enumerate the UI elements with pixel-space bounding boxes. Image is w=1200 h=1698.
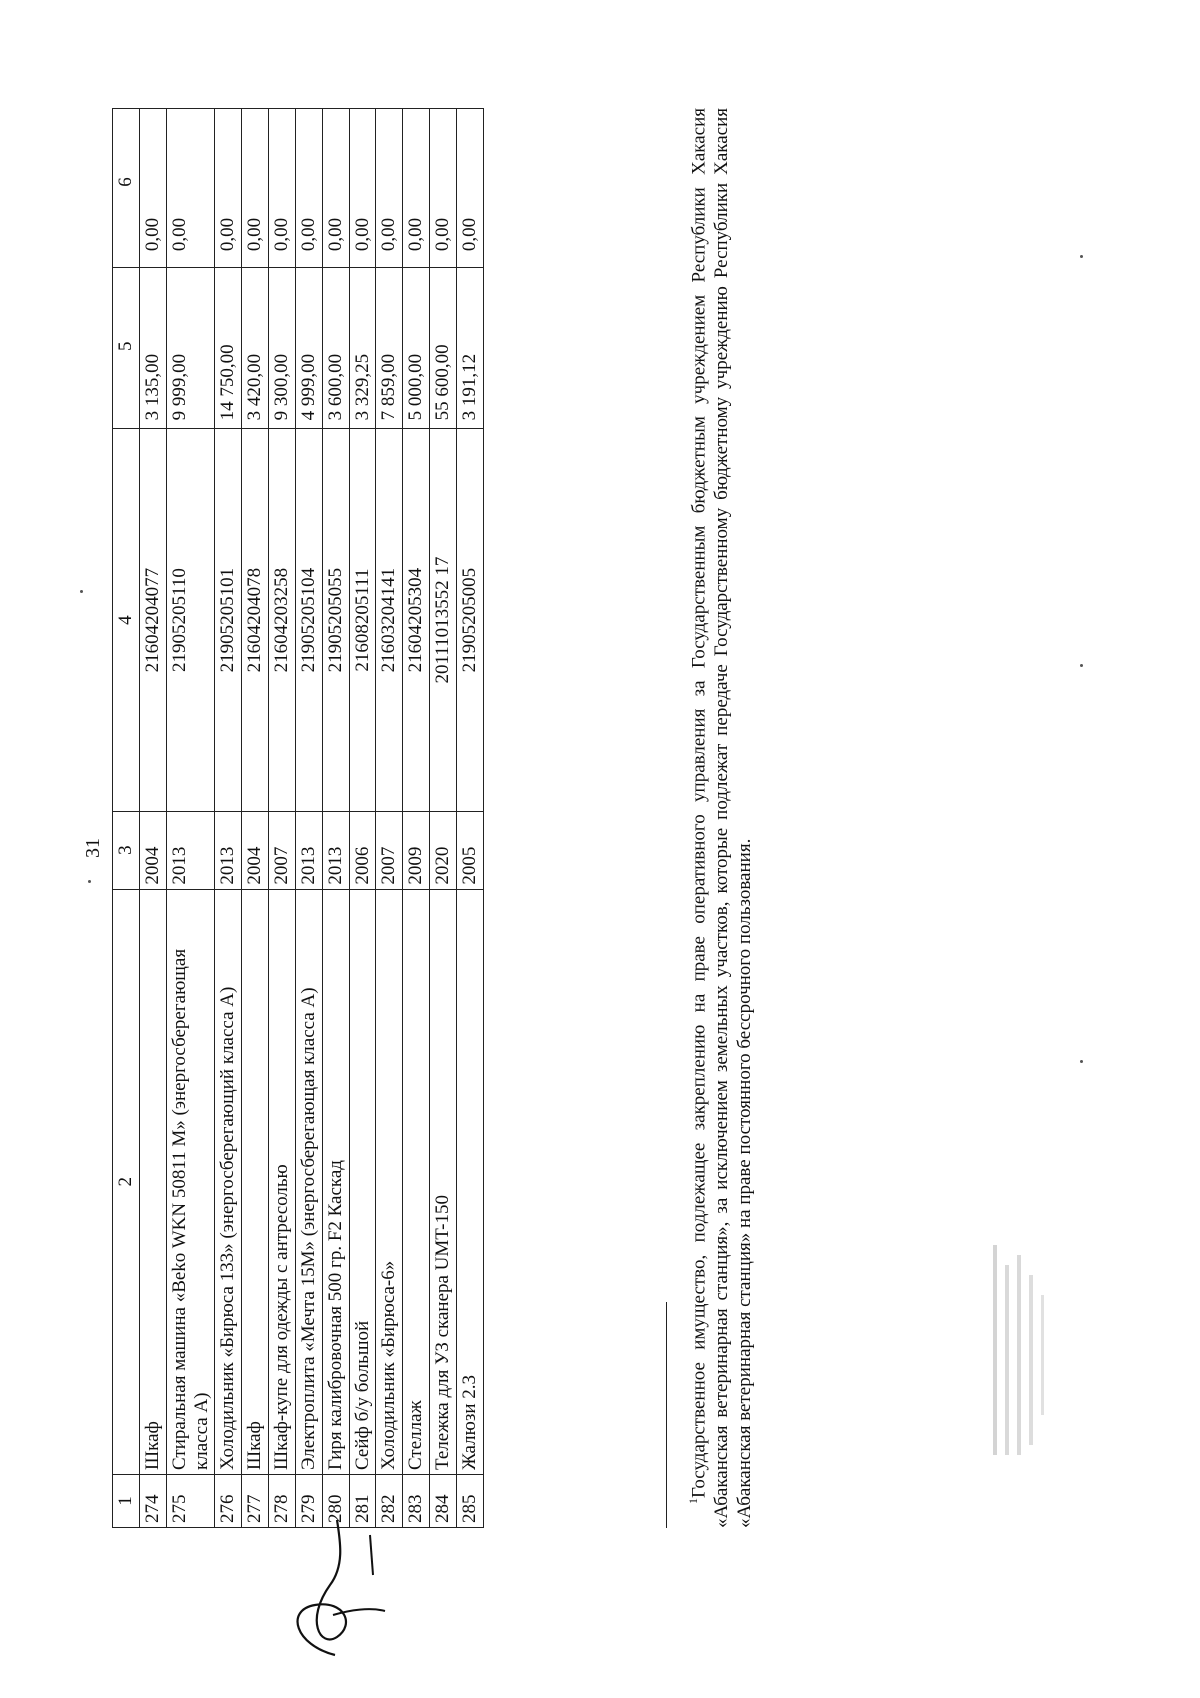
table-header-row	[113, 109, 140, 1528]
stamp	[985, 1235, 1055, 1475]
residual-value: 0,00	[349, 109, 376, 268]
item-name: Холодильник «Бирюса-6»	[376, 889, 403, 1474]
footnote	[682, 108, 756, 1528]
item-value: 3 135,00	[139, 268, 166, 429]
item-value: 3 600,00	[322, 268, 349, 429]
table-row	[139, 109, 166, 1528]
item-name: Гиря калибровочная 500 гр. F2 Каскад	[322, 889, 349, 1474]
item-value: 3 191,12	[456, 268, 483, 429]
item-value: 3 420,00	[242, 268, 269, 429]
item-name: Сейф б/у большой	[349, 889, 376, 1474]
item-name: Холодильник «Бирюса 133» (энергосберегающий класса А)	[215, 889, 242, 1474]
item-name: Электроплита «Мечта 15М» (энергосберегающая класса А)	[295, 889, 322, 1474]
item-year: 2013	[322, 811, 349, 889]
scan-speck	[88, 880, 91, 883]
item-name: Шкаф-купе для одежды с антресолью	[269, 889, 296, 1474]
item-year: 2007	[376, 811, 403, 889]
inventory-code: 21604205304	[403, 429, 430, 811]
table-row	[403, 109, 430, 1528]
item-value: 55 600,00	[430, 268, 457, 429]
item-year: 2004	[139, 811, 166, 889]
item-year: 2004	[242, 811, 269, 889]
row-number: 285	[456, 1475, 483, 1528]
residual-value: 0,00	[295, 109, 322, 268]
residual-value: 0,00	[215, 109, 242, 268]
item-name: Шкаф	[242, 889, 269, 1474]
footnote-text: Государственное имущество, подлежащее закреплению на праве оперативного управления за Государственным бюджетным учреждением Республики Хакасия «Абаканская ветеринарная станция», за исключением земельных участков, которые подлежат передаче Государственному бюджетному учреждению Республики Хакасия «Абаканская ветеринарная станция» на праве постоянного бессрочного пользования.	[688, 108, 756, 1528]
table-row	[376, 109, 403, 1528]
row-number: 277	[242, 1475, 269, 1528]
table-row	[295, 109, 322, 1528]
table-row	[166, 109, 215, 1528]
inventory-code: 21603204141	[376, 429, 403, 811]
row-number: 281	[349, 1475, 376, 1528]
residual-value: 0,00	[456, 109, 483, 268]
inventory-code: 21905205101	[215, 429, 242, 811]
row-number: 274	[139, 1475, 166, 1528]
inventory-code: 21905205104	[295, 429, 322, 811]
footnote-rule	[666, 1302, 667, 1528]
inventory-code: 21604204077	[139, 429, 166, 811]
item-name: Стиральная машина «Beko WKN 50811 M» (энергосберегающая класса А)	[166, 889, 215, 1474]
column-header-2: 2	[113, 889, 140, 1474]
inventory-code: 21608205111	[349, 429, 376, 811]
column-header-3: 3	[113, 811, 140, 889]
item-year: 2007	[269, 811, 296, 889]
item-name: Стеллаж	[403, 889, 430, 1474]
table-row	[430, 109, 457, 1528]
residual-value: 0,00	[166, 109, 215, 268]
item-year: 2013	[295, 811, 322, 889]
table-row	[322, 109, 349, 1528]
item-year: 2020	[430, 811, 457, 889]
residual-value: 0,00	[242, 109, 269, 268]
table-body	[139, 109, 483, 1528]
inventory-code: 21604203258	[269, 429, 296, 811]
row-number: 275	[166, 1475, 215, 1528]
scan-speck	[1080, 1060, 1083, 1063]
scan-speck	[1080, 664, 1083, 667]
table-row	[215, 109, 242, 1528]
scan-speck	[80, 590, 83, 593]
item-name: Тележка для УЗ сканера UMT-150	[430, 889, 457, 1474]
page-number: 31	[82, 838, 104, 858]
row-number: 279	[295, 1475, 322, 1528]
rotated-page-content	[60, 70, 756, 1590]
row-number: 276	[215, 1475, 242, 1528]
residual-value: 0,00	[376, 109, 403, 268]
item-year: 2013	[166, 811, 215, 889]
row-number: 282	[376, 1475, 403, 1528]
residual-value: 0,00	[322, 109, 349, 268]
inventory-code: 21905205110	[166, 429, 215, 811]
item-year: 2006	[349, 811, 376, 889]
item-value: 7 859,00	[376, 268, 403, 429]
inventory-table	[112, 108, 484, 1528]
inventory-code: 21905205005	[456, 429, 483, 811]
footnote-marker: 1	[686, 1498, 700, 1504]
column-header-6: 6	[113, 109, 140, 268]
table-row	[349, 109, 376, 1528]
item-year: 2013	[215, 811, 242, 889]
residual-value: 0,00	[403, 109, 430, 268]
item-year: 2009	[403, 811, 430, 889]
residual-value: 0,00	[430, 109, 457, 268]
column-header-5: 5	[113, 268, 140, 429]
item-value: 9 300,00	[269, 268, 296, 429]
table-row	[242, 109, 269, 1528]
item-name: Жалюзи 2.3	[456, 889, 483, 1474]
item-year: 2005	[456, 811, 483, 889]
column-header-4: 4	[113, 429, 140, 811]
item-value: 4 999,00	[295, 268, 322, 429]
row-number: 278	[269, 1475, 296, 1528]
residual-value: 0,00	[139, 109, 166, 268]
item-value: 9 999,00	[166, 268, 215, 429]
row-number: 284	[430, 1475, 457, 1528]
item-value: 3 329,25	[349, 268, 376, 429]
item-name: Шкаф	[139, 889, 166, 1474]
table-row	[456, 109, 483, 1528]
table-row	[269, 109, 296, 1528]
signature	[275, 1515, 395, 1665]
inventory-code: 20111013552 17	[430, 429, 457, 811]
row-number: 280	[322, 1475, 349, 1528]
inventory-code: 21604204078	[242, 429, 269, 811]
item-value: 5 000,00	[403, 268, 430, 429]
inventory-code: 21905205055	[322, 429, 349, 811]
scan-speck	[1080, 255, 1083, 258]
row-number: 283	[403, 1475, 430, 1528]
column-header-1: 1	[113, 1475, 140, 1528]
residual-value: 0,00	[269, 109, 296, 268]
item-value: 14 750,00	[215, 268, 242, 429]
